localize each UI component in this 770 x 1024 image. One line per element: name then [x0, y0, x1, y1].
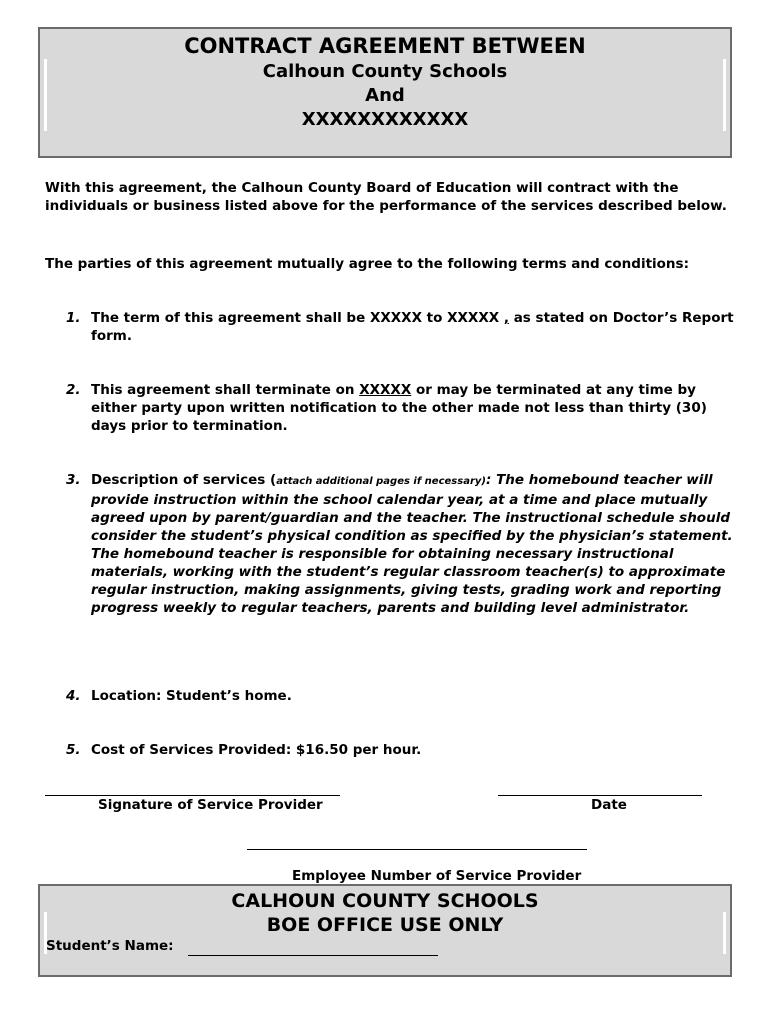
provider-signature-line	[45, 795, 340, 796]
item-number: 1.	[66, 310, 81, 326]
services-item: 3. Description of services (attach additional pages if necessary): The homebound teacher will provide instruction within the school calendar year, at a time and place mutually agreed upon by parent/guardian and the teacher. The instructional schedule should consider the student’s physical condition as specified by the physician’s statement. The homebound teacher is responsible for obtaining necessary instructional materials, working with the student’s regular classroom teacher(s) to approximate regular instruction, making assignments, giving tests, grading work and reporting progress weekly to regular teachers, parents and building level administrator.	[66, 472, 733, 616]
termination-item: 2. This agreement shall terminate on XXXXX or may be terminated at any time by either party upon written notification to the other made not less than thirty (30) days prior to termination.	[66, 382, 707, 434]
item-number: 4.	[66, 688, 81, 704]
cost-item: 5. Cost of Services Provided: $16.50 per hour.	[66, 742, 422, 758]
item-number: 5.	[66, 742, 81, 758]
term-item: 1. The term of this agreement shall be XXXXX to XXXXX , as stated on Doctor’s Report form.	[66, 310, 734, 344]
date-line	[498, 795, 702, 796]
student-name-line	[188, 955, 438, 956]
item-number: 2.	[66, 382, 81, 398]
contract-party-2: XXXXXXXXXXXX	[301, 109, 469, 130]
contract-and: And	[365, 85, 405, 106]
office-use-only: BOE OFFICE USE ONLY	[266, 914, 504, 936]
date-label: Date	[591, 797, 627, 813]
office-use-box	[38, 884, 732, 977]
office-title: CALHOUN COUNTY SCHOOLS	[231, 890, 539, 912]
termination-date: XXXXX	[359, 382, 412, 398]
contract-title: CONTRACT AGREEMENT BETWEEN	[184, 34, 586, 58]
student-name-label: Student’s Name:	[46, 938, 174, 954]
location-item: 4. Location: Student’s home.	[66, 688, 292, 704]
item-number: 3.	[66, 472, 81, 488]
employee-number-line	[247, 849, 587, 850]
provider-signature-label: Signature of Service Provider	[98, 797, 323, 813]
contract-header-box	[38, 27, 732, 158]
intro-paragraph: With this agreement, the Calhoun County Board of Education will contract with the individuals or business listed above for the performance of the services described below.	[45, 180, 727, 214]
contract-party-1: Calhoun County Schools	[262, 61, 508, 82]
employee-number-label: Employee Number of Service Provider	[292, 868, 582, 884]
parties-paragraph: The parties of this agreement mutually agree to the following terms and conditions:	[45, 256, 689, 272]
